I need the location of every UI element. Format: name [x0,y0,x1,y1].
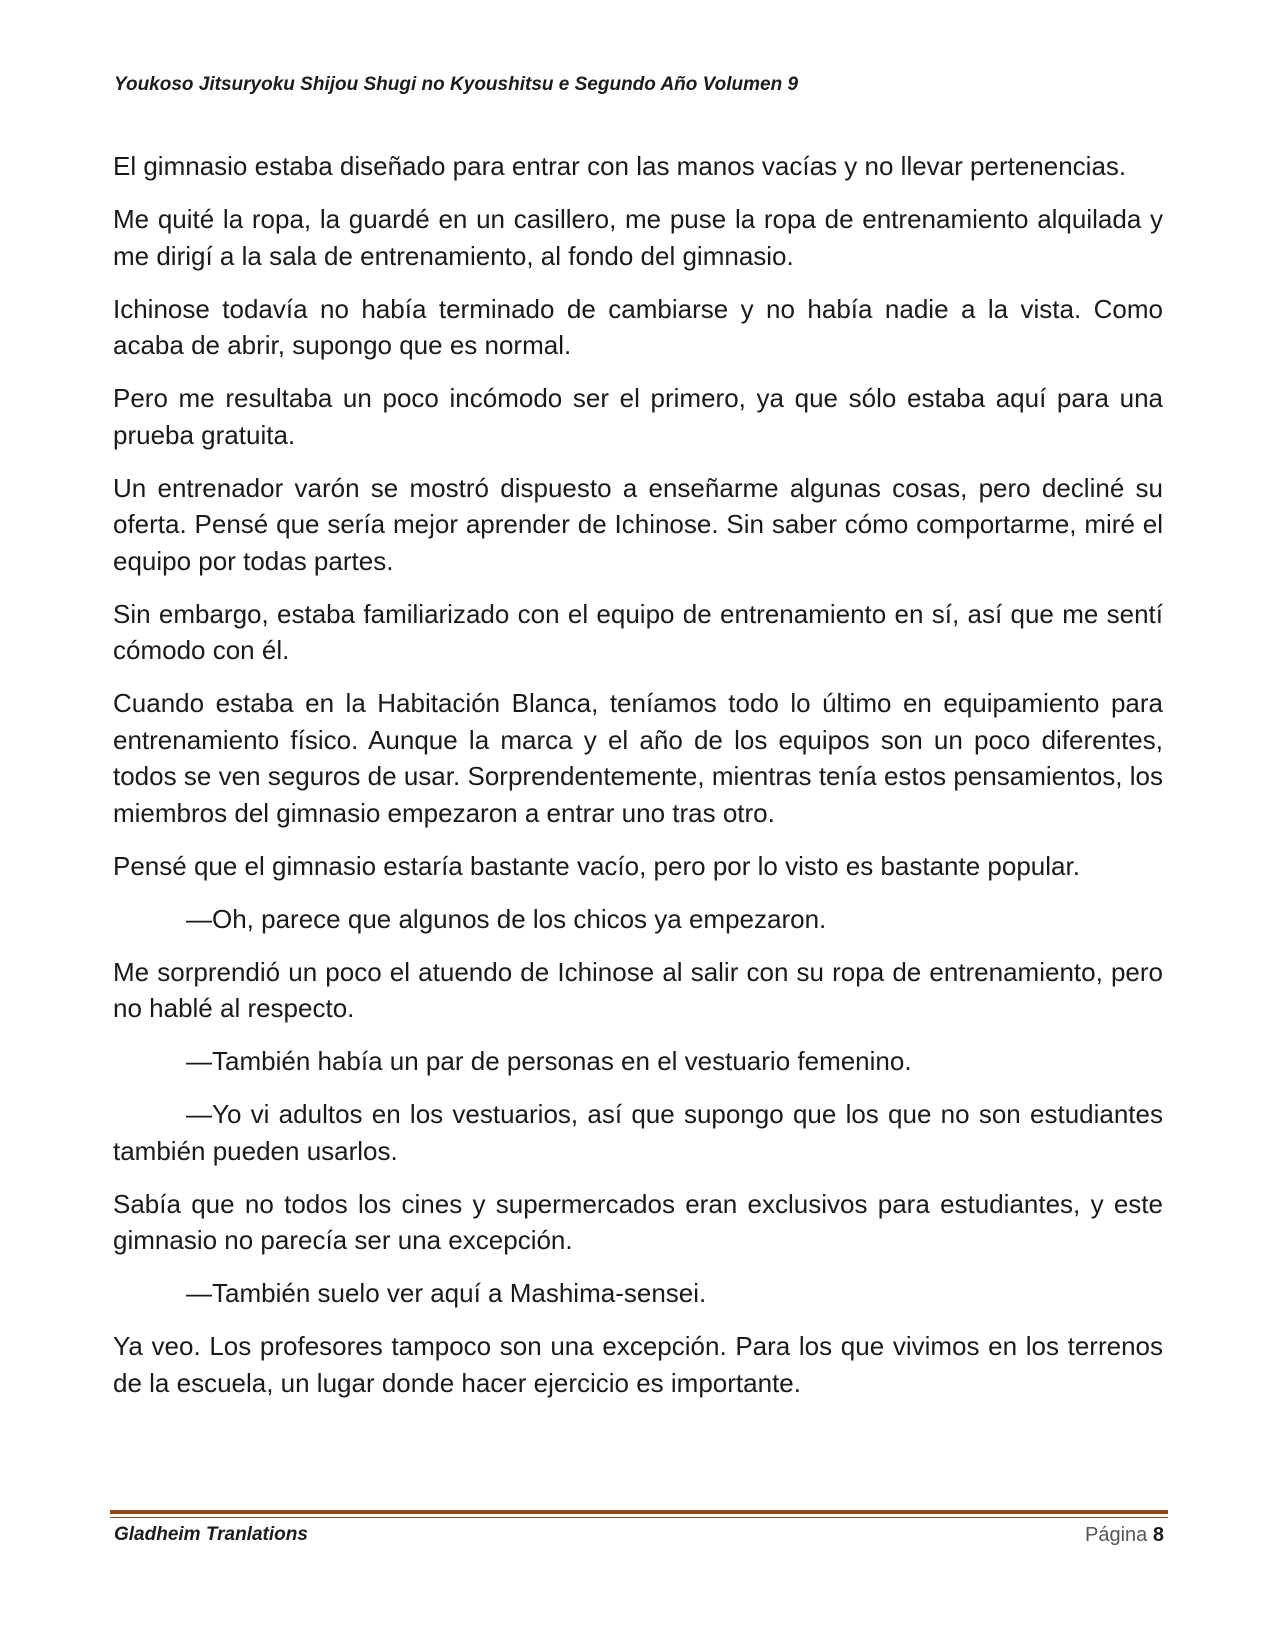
running-header: Youkoso Jitsuryoku Shijou Shugi no Kyoushitsu e Segundo Año Volumen 9 [114,74,799,95]
paragraph: Ya veo. Los profesores tampoco son una excepción. Para los que vivimos en los terrenos de la escuela, un lugar donde hacer ejercicio es importante. [113,1331,1163,1398]
paragraph: Un entrenador varón se mostró dispuesto a enseñarme algunas cosas, pero decliné su oferta. Pensé que sería mejor aprender de Ichinose. Sin saber cómo comportarme, miré el equipo por todas partes. [113,472,1163,576]
paragraph: Pero me resultaba un poco incómodo ser el primero, ya que sólo estaba aquí para una prueba gratuita. [113,383,1163,450]
paragraph: Sin embargo, estaba familiarizado con el equipo de entrenamiento en sí, así que me sentí cómodo con él. [113,598,1163,665]
dialogue-line: —Yo vi adultos en los vestuarios, así que supongo que los que no son estudiantes también pueden usarlos. [113,1099,1163,1166]
dialogue-line: —Oh, parece que algunos de los chicos ya empezaron. [186,903,827,934]
paragraph: Ichinose todavía no había terminado de cambiarse y no había nadie a la vista. Como acaba de abrir, supongo que es normal. [113,293,1163,360]
page-body [113,148,1163,1418]
page-number [1085,1524,1164,1547]
footer-credit: Gladheim Tranlations [114,1524,308,1545]
paragraph: El gimnasio estaba diseñado para entrar con las manos vacías y no llevar pertenencias. [113,151,1127,181]
dialogue-line: —También había un par de personas en el vestuario femenino. [186,1046,912,1076]
footer-rule-thin [110,1517,1168,1518]
dialogue-line: —También suelo ver aquí a Mashima-sensei. [186,1278,707,1308]
paragraph: Me quité la ropa, la guardé en un casillero, me puse la ropa de entrenamiento alquilada y me dirigí a la sala de entrenamiento, al fondo del gimnasio. [113,204,1163,271]
page-label: Página [1085,1524,1148,1546]
page-number-value: 8 [1152,1524,1164,1546]
paragraph: Me sorprendió un poco el atuendo de Ichinose al salir con su ropa de entrenamiento, pero no hablé al respecto. [113,956,1163,1023]
footer-rule [110,1510,1168,1514]
paragraph: Cuando estaba en la Habitación Blanca, teníamos todo lo último en equipamiento para entrenamiento físico. Aunque la marca y el año de los equipos son un poco diferentes, todos se ven seguros de usar. Sorprendentemente, mientras tenía estos pensamientos, los miembros del gimnasio empezaron a entrar uno tras otro. [113,688,1163,828]
paragraph: Pensé que el gimnasio estaría bastante vacío, pero por lo visto es bastante popular. [113,850,1080,881]
paragraph: Sabía que no todos los cines y supermercados eran exclusivos para estudiantes, y este gimnasio no parecía ser una excepción. [113,1188,1163,1255]
